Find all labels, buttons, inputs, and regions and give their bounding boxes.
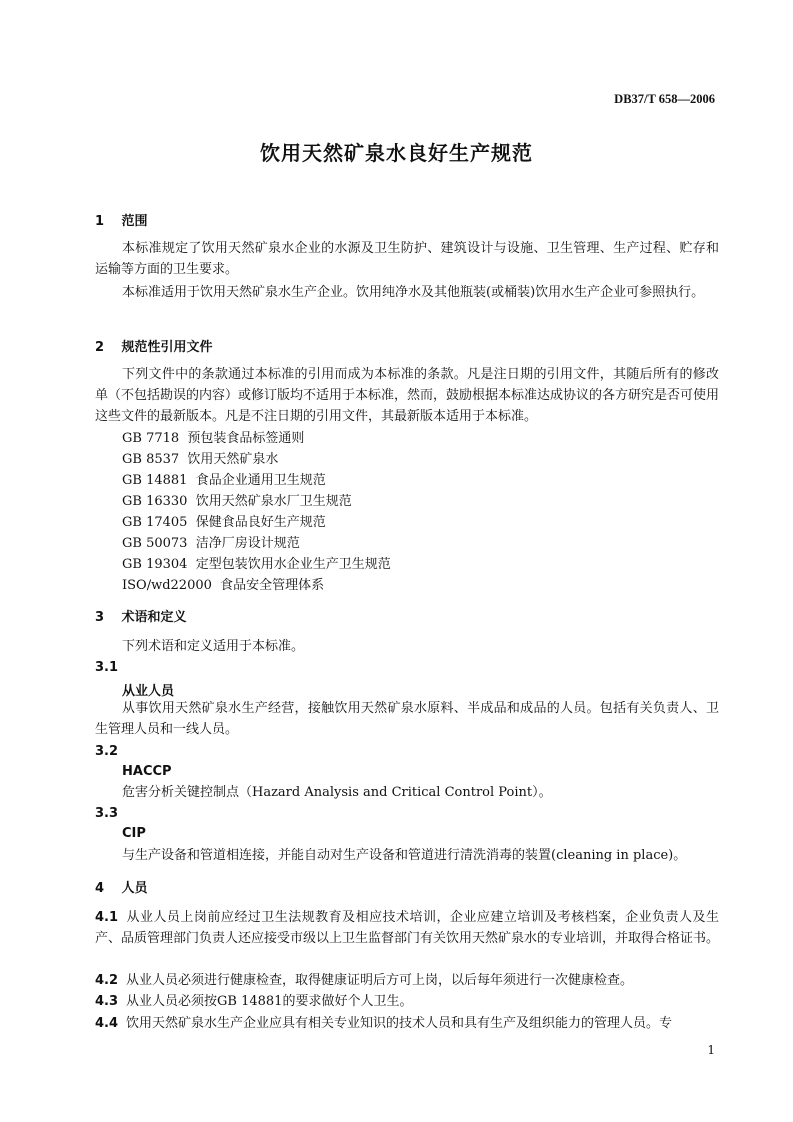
term-number: 3.1 xyxy=(95,660,119,675)
section-heading-4 xyxy=(95,877,148,896)
clause-text: 饮用天然矿泉水生产企业应具有相关专业知识的技术人员和具有生产及组织能力的管理人员。专 xyxy=(126,1016,673,1031)
section-number: 3 xyxy=(95,610,105,625)
document-code: DB37/T 658—2006 xyxy=(614,92,715,106)
page-number: 1 xyxy=(707,1043,715,1057)
clause-item xyxy=(95,907,719,949)
clause-item xyxy=(95,1013,719,1034)
clause-number: 4.2 xyxy=(95,973,119,988)
term-name: HACCP xyxy=(122,764,172,779)
section-title: 术语和定义 xyxy=(121,610,187,625)
term-name: CIP xyxy=(122,826,146,841)
section-heading-3 xyxy=(95,606,187,625)
scope-paragraph-2: 本标准适用于饮用天然矿泉水生产企业。饮用纯净水及其他瓶装(或桶装)饮用水生产企业可参照执行。 xyxy=(122,285,705,300)
ref-item: GB 19304 定型包装饮用水企业生产卫生规范 xyxy=(122,557,391,572)
section-heading-1 xyxy=(95,210,148,229)
refs-intro: 下列文件中的条款通过本标准的引用而成为本标准的条款。凡是注日期的引用文件，其随后所有的修改单（不包括勘误的内容）或修订版均不适用于本标准，然而，鼓励根据本标准达成协议的各方研究是否可使用这些文件的最新版本。凡是不注日期的引用文件，其最新版本适用于本标准。 xyxy=(95,367,720,424)
clause-text: 从业人员必须按GB 14881的要求做好个人卫生。 xyxy=(126,994,413,1009)
clause-number: 4.3 xyxy=(95,994,119,1009)
section-number: 1 xyxy=(95,214,105,229)
clause-item xyxy=(95,970,719,991)
clause-number: 4.4 xyxy=(95,1016,119,1031)
term-definition: 从事饮用天然矿泉水生产经营，接触饮用天然矿泉水原料、半成品和成品的人员。包括有关负责人、卫生管理人员和一线人员。 xyxy=(95,701,719,737)
section-heading-2 xyxy=(95,336,213,355)
scope-paragraph-1: 本标准规定了饮用天然矿泉水企业的水源及卫生防护、建筑设计与设施、卫生管理、生产过程、贮存和运输等方面的卫生要求。 xyxy=(95,241,719,277)
ref-item: GB 16330 饮用天然矿泉水厂卫生规范 xyxy=(122,494,352,509)
clause-number: 4.1 xyxy=(95,910,119,925)
ref-item: GB 7718 预包装食品标签通则 xyxy=(122,431,305,446)
ref-item: GB 50073 洁净厂房设计规范 xyxy=(122,536,300,551)
ref-item: ISO/wd22000 食品安全管理体系 xyxy=(122,578,325,593)
page-title: 饮用天然矿泉水良好生产规范 xyxy=(260,141,533,165)
clause-text: 从业人员上岗前应经过卫生法规教育及相应技术培训，企业应建立培训及考核档案，企业负责人及生产、品质管理部门负责人还应接受市级以上卫生监督部门有关饮用天然矿泉水的专业培训，并取得合格证书。 xyxy=(95,910,720,946)
clause-item xyxy=(95,991,719,1012)
ref-item: GB 14881 食品企业通用卫生规范 xyxy=(122,473,326,488)
term-number: 3.2 xyxy=(95,744,119,759)
term-number: 3.3 xyxy=(95,806,119,821)
ref-item: GB 8537 饮用天然矿泉水 xyxy=(122,452,279,467)
term-definition: 与生产设备和管道相连接，并能自动对生产设备和管道进行清洗消毒的装置(cleaning in place)。 xyxy=(122,848,687,863)
ref-item: GB 17405 保健食品良好生产规范 xyxy=(122,515,326,530)
terms-intro: 下列术语和定义适用于本标准。 xyxy=(122,639,305,654)
clause-text: 从业人员必须进行健康检查，取得健康证明后方可上岗，以后每年须进行一次健康检查。 xyxy=(126,973,634,988)
section-title: 规范性引用文件 xyxy=(121,340,213,355)
section-title: 人员 xyxy=(121,881,148,896)
term-name: 从业人员 xyxy=(122,684,175,699)
section-number: 2 xyxy=(95,340,105,355)
term-definition: 危害分析关键控制点（Hazard Analysis and Critical Control Point）。 xyxy=(122,785,552,800)
section-title: 范围 xyxy=(121,214,148,229)
section-number: 4 xyxy=(95,881,105,896)
